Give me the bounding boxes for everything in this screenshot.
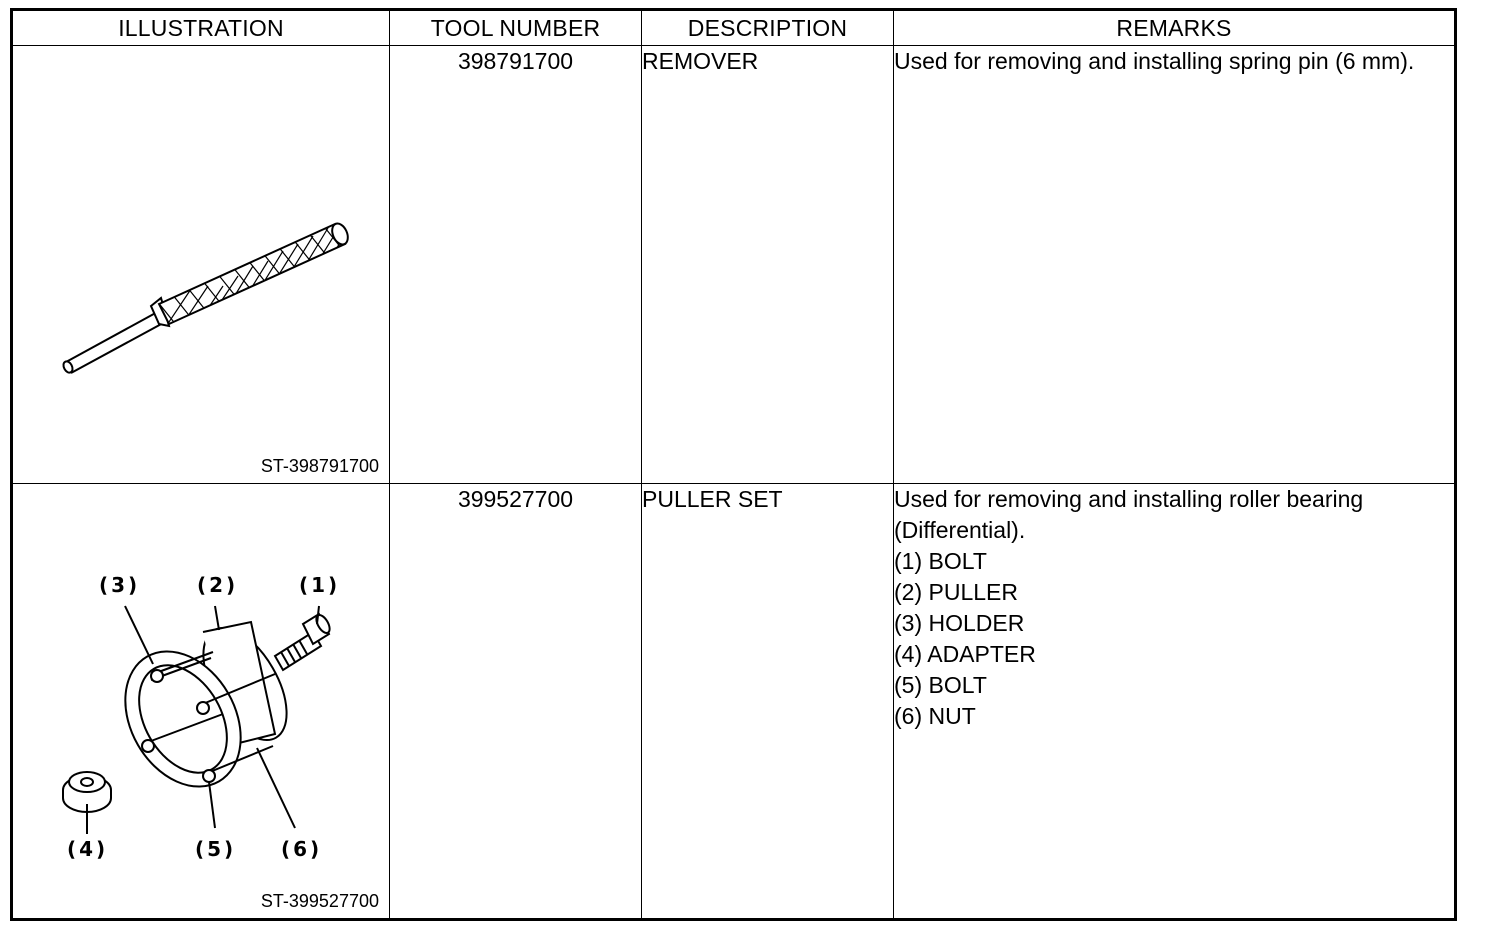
remarks-item-3: (3) HOLDER (894, 610, 1025, 636)
illustration-cell (12, 46, 390, 484)
callout-3: (3) (99, 573, 141, 597)
header-description: DESCRIPTION (642, 10, 894, 46)
remarks-item-2: (2) PULLER (894, 579, 1018, 605)
header-illustration: ILLUSTRATION (12, 10, 390, 46)
remarks-item-5: (5) BOLT (894, 672, 987, 698)
callout-6: (6) (281, 837, 323, 861)
remarks-item-1: (1) BOLT (894, 548, 987, 574)
puller-set-illustration (13, 484, 391, 922)
remarks-cell (894, 46, 1456, 484)
table-row (12, 484, 1456, 920)
tool-number-cell: 398791700 (390, 46, 642, 484)
callout-4: (4) (67, 837, 109, 861)
description-cell: PULLER SET (642, 484, 894, 920)
header-remarks: REMARKS (894, 10, 1456, 46)
header-row (12, 10, 1456, 46)
tool-number-cell: 399527700 (390, 484, 642, 920)
table-row (12, 46, 1456, 484)
remarks-cell (894, 484, 1456, 920)
remarks-item-4: (4) ADAPTER (894, 641, 1036, 667)
remarks-item-6: (6) NUT (894, 703, 976, 729)
callout-5: (5) (195, 837, 237, 861)
illustration-cell (12, 484, 390, 920)
remarks-line: Used for removing and installing roller bearing (Differential). (894, 486, 1364, 543)
header-tool-number: TOOL NUMBER (390, 10, 642, 46)
callout-2: (2) (197, 573, 239, 597)
remover-illustration (13, 46, 391, 484)
illustration-id: ST-399527700 (260, 891, 379, 911)
description-cell: REMOVER (642, 46, 894, 484)
callout-1: (1) (299, 573, 341, 597)
illustration-id: ST-398791700 (260, 456, 379, 476)
special-tools-table (10, 8, 1457, 921)
remarks-line: Used for removing and installing spring pin (6 mm). (894, 48, 1415, 74)
